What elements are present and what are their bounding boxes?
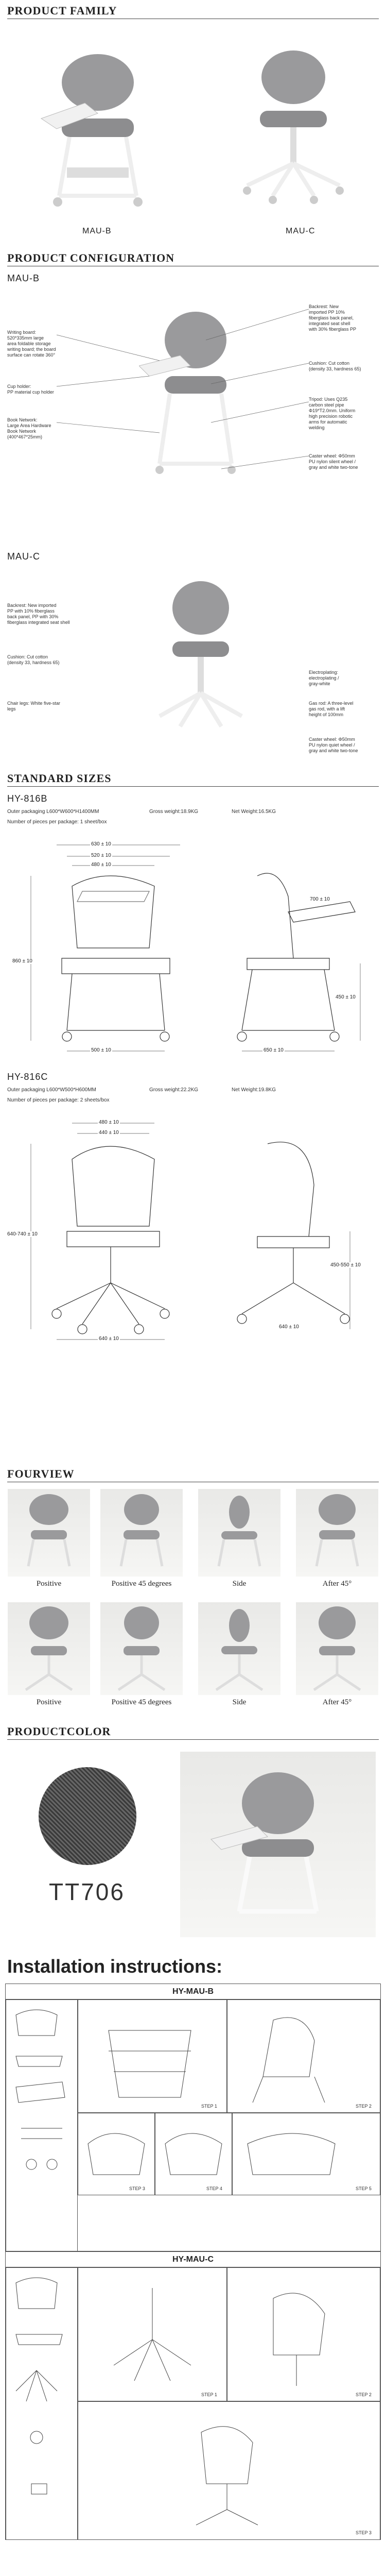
config-mau-b-title: MAU-B [7,273,40,283]
install-c-step-1-label: STEP 1 [201,2392,217,2397]
productcolor-section [0,1721,386,1953]
config-b-note-cup-holder: Cup holder: PP material cup holder [7,384,54,395]
fourview-heading: FOURVIEW [7,1467,75,1480]
size-b-dim-back-width: 480 ± 10 [91,862,111,868]
sizes-heading: STANDARD SIZES [7,772,112,785]
installation-section [0,1953,386,2576]
standard-sizes-section [0,768,386,1463]
config-b-note-caster: Caster wheel: Φ50mm PU nylon silent wheel / gray and white two-tone [309,453,358,470]
color-swatch-tt706 [39,1767,136,1865]
install-b-title: HY-MAU-B [6,1984,380,1999]
productcolor-heading: PRODUCTCOLOR [7,1725,111,1738]
size-b-net: Net Weight:16.5KG [232,809,276,815]
size-c-net: Net Weight:19.8KG [232,1087,276,1093]
install-c-step-2-label: STEP 2 [356,2392,372,2397]
install-c-panel [5,2251,381,2540]
view-c-caption-1: Positive [36,1698,62,1706]
configuration-heading: PRODUCT CONFIGURATION [7,251,175,264]
size-c-dim-height: 640-740 ± 10 [7,1231,38,1237]
size-c-drawing [21,1113,371,1345]
size-b-dim-height: 860 ± 10 [12,958,32,964]
size-c-dim-base: 640 ± 10 [99,1336,119,1342]
config-mau-c-title: MAU-C [7,551,40,562]
size-c-dim-seat-height: 450-550 ± 10 [330,1262,361,1268]
size-c-pieces: Number of pieces per package: 2 sheets/box [7,1097,110,1103]
size-c-packaging: Outer packaging L600*W500*H600MM [7,1087,96,1093]
color-code: TT706 [49,1878,125,1905]
size-b-dim-base-side: 650 ± 10 [264,1047,284,1053]
size-c-dim-width: 480 ± 10 [99,1120,119,1125]
size-b-gross: Gross weight:18.9KG [149,809,199,815]
install-b-step-2-label: STEP 2 [356,2104,372,2109]
install-c-drawings [6,2267,380,2540]
size-c-dim-base-side: 640 ± 10 [279,1324,299,1330]
view-b-caption-2: Positive 45 degrees [111,1580,172,1588]
size-b-pieces: Number of pieces per package: 1 sheet/box [7,819,107,825]
size-c-model: HY-816C [7,1072,48,1082]
config-mau-c-chair [149,572,252,747]
config-c-note-caster: Caster wheel: Φ50mm PU nylon quiet wheel / gray and white two-tone [309,737,358,753]
config-c-note-backrest: Backrest: New imported PP with 10% fiberglass back panel, PP with 30% fiberglass integrated seat shell [7,603,70,625]
config-b-leader-lines [57,299,309,474]
size-b-dim-seat-height: 450 ± 10 [336,994,356,1000]
install-b-step-5-label: STEP 5 [356,2186,372,2191]
config-b-note-tripod: Tripod: Uses Q235 carbon steel pipe Φ19*T2.0mm. Uniform high precision robotic arms for automatic welding [309,397,356,430]
view-c-caption-4: After 45° [322,1698,352,1706]
fourview-chair-sketches [0,1489,386,1716]
size-b-dim-seat-width: 520 ± 10 [91,853,111,858]
config-c-note-gas-rod: Gas rod: A three-level gas rod, with a lift height of 100mm [309,701,354,717]
view-b-caption-1: Positive [36,1580,62,1588]
install-b-panel [5,1984,381,2251]
size-b-model: HY-816B [7,793,48,804]
config-b-note-writing-board: Writing board: 520*335mm large area foldable storage writing board; the board surface can rotate 360° [7,330,56,358]
product-family-section [0,0,386,242]
install-c-step-3-label: STEP 3 [356,2530,372,2535]
install-c-title: HY-MAU-C [6,2252,380,2267]
install-b-drawings [6,1999,380,2195]
installation-heading: Installation instructions: [7,1956,223,1977]
config-b-note-cushion: Cushion: Cut cotton (density 33, hardness 65) [309,361,361,371]
size-b-dim-base-front: 500 ± 10 [91,1047,111,1053]
size-b-dim-width: 630 ± 10 [91,841,111,847]
view-b-caption-3: Side [232,1580,247,1588]
config-c-note-electroplating: Electroplating: electroplating / gray-white [309,670,339,686]
install-b-step-4-label: STEP 4 [206,2186,222,2191]
install-b-step-3-label: STEP 3 [129,2186,145,2191]
mau-b-chair-image [21,41,175,216]
config-b-note-backrest: Backrest: New imported PP 10% fiberglass back panel, integrated seat shell with 30% fiberglass PP [309,304,357,332]
config-c-note-cushion: Cushion: Cut cotton (density 33, hardness 65) [7,654,60,665]
mau-b-label: MAU-B [82,227,112,235]
size-b-dim-board: 700 ± 10 [310,896,330,902]
size-c-gross: Gross weight:22.2KG [149,1087,199,1093]
product-family-heading: PRODUCT FAMILY [7,4,117,17]
color-photo-chair [201,1762,355,1927]
view-c-caption-2: Positive 45 degrees [111,1698,172,1706]
product-configuration-section [0,247,386,768]
size-b-drawing [21,835,371,1056]
install-b-step-1-label: STEP 1 [201,2104,217,2109]
mau-c-chair-image [216,41,371,211]
view-c-caption-3: Side [232,1698,247,1706]
mau-c-label: MAU-C [286,227,315,235]
view-b-caption-4: After 45° [322,1580,352,1588]
config-b-note-book-network: Book Network: Large Area Hardware Book Network (400*467*25mm) [7,417,51,439]
size-b-packaging: Outer packaging L600*W600*H1400MM [7,809,99,815]
config-c-note-legs: Chair legs: White five-star legs [7,701,61,711]
size-c-dim-back: 440 ± 10 [99,1130,119,1136]
